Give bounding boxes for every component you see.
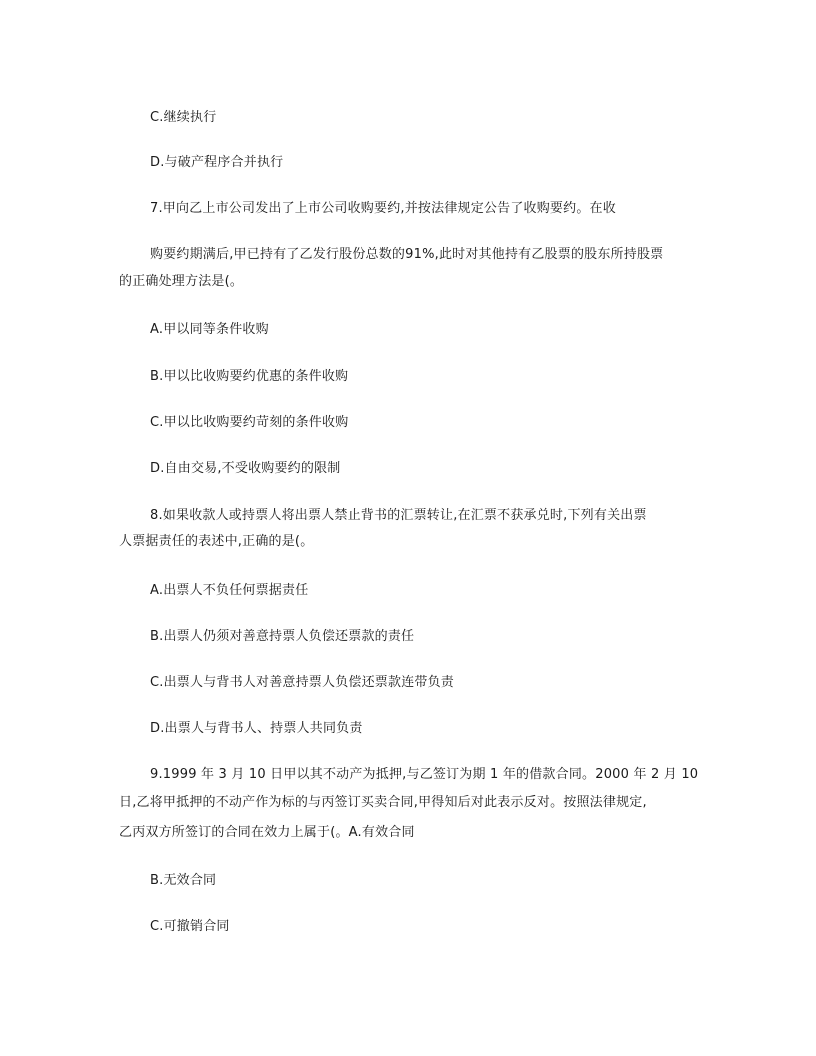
question-7-line-1: 7.甲向乙上市公司发出了上市公司收购要约,并按法律规定公告了收购要约。在收 bbox=[150, 201, 616, 216]
option-7b: B.甲以比收购要约优惠的条件收购 bbox=[150, 369, 349, 384]
option-8a: A.出票人不负任何票据责任 bbox=[150, 583, 309, 598]
option-7d: D.自由交易,不受收购要约的限制 bbox=[150, 461, 341, 476]
option-6d: D.与破产程序合并执行 bbox=[150, 155, 284, 170]
option-8c: C.出票人与背书人对善意持票人负偿还票款连带负责 bbox=[150, 675, 455, 690]
question-9-line-3: 乙丙双方所签订的合同在效力上属于(。A.有效合同 bbox=[119, 825, 415, 840]
question-7-line-2: 购要约期满后,甲已持有了乙发行股份总数的91%,此时对其他持有乙股票的股东所持股票 bbox=[150, 247, 664, 262]
question-9-line-2: 日,乙将甲抵押的不动产作为标的与丙签订买卖合同,甲得知后对此表示反对。按照法律规定, bbox=[119, 795, 647, 810]
option-7c: C.甲以比收购要约苛刻的条件收购 bbox=[150, 415, 349, 430]
question-8-line-1: 8.如果收款人或持票人将出票人禁止背书的汇票转让,在汇票不获承兑时,下列有关出票 bbox=[150, 508, 647, 523]
option-7a: A.甲以同等条件收购 bbox=[150, 322, 269, 337]
question-8-line-2: 人票据责任的表述中,正确的是(。 bbox=[119, 534, 314, 549]
question-7-line-3: 的正确处理方法是(。 bbox=[119, 274, 244, 289]
option-8b: B.出票人仍须对善意持票人负偿还票款的责任 bbox=[150, 629, 415, 644]
question-9-line-1: 9.1999 年 3 月 10 日甲以其不动产为抵押,与乙签订为期 1 年的借款合同。2000 年 2 月 10 bbox=[150, 767, 699, 782]
option-9c: C.可撤销合同 bbox=[150, 919, 230, 934]
option-8d: D.出票人与背书人、持票人共同负责 bbox=[150, 721, 363, 736]
option-6c: C.继续执行 bbox=[150, 110, 217, 125]
option-9b: B.无效合同 bbox=[150, 873, 217, 888]
